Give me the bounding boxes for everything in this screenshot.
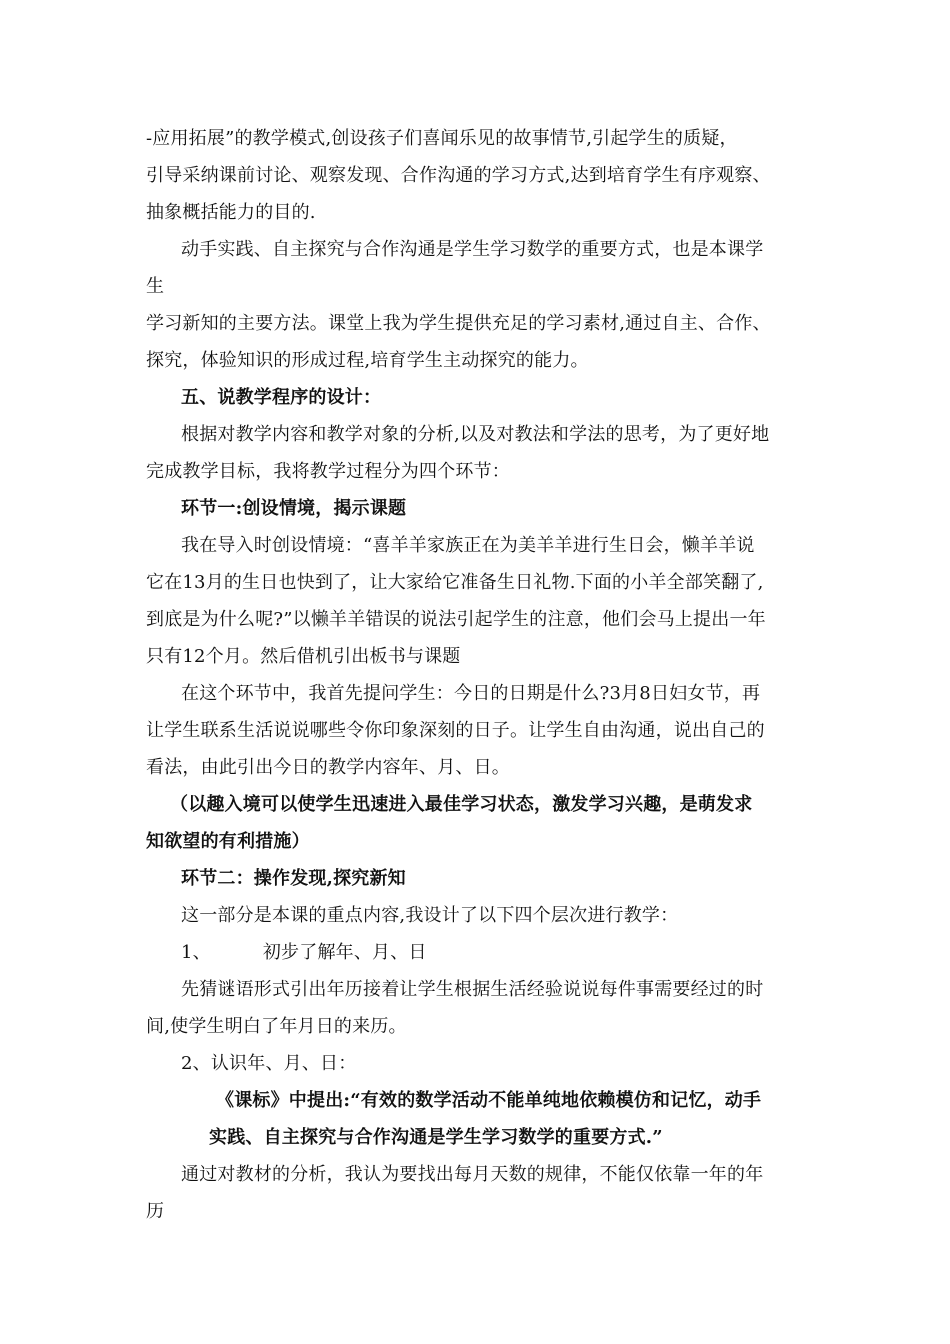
paragraph-line: 到底是为什么呢?”以懒羊羊错误的说法引起学生的注意，他们会马上提出一年 <box>146 609 766 630</box>
section-heading: 五、说教学程序的设计： <box>181 387 382 408</box>
numbered-item <box>181 941 427 965</box>
paragraph-line: -应用拓展”的教学模式,创设孩子们喜闻乐见的故事情节,引起学生的质疑， <box>146 128 738 149</box>
paragraph-line: 动手实践、自主探究与合作沟通是学生学习数学的重要方式，也是本课学 <box>181 239 764 260</box>
paragraph-line: 我在导入时创设情境：“喜羊羊家族正在为美羊羊进行生日会，懒羊羊说 <box>181 535 755 556</box>
paragraph-line: 完成教学目标，我将教学过程分为四个环节： <box>146 461 510 482</box>
paragraph-line: 学习新知的主要方法。课堂上我为学生提供充足的学习素材,通过自主、合作、 <box>146 313 771 334</box>
item-text: 初步了解年、月、日 <box>262 942 427 963</box>
quote-line: 实践、自主探究与合作沟通是学生学习数学的重要方式.” <box>209 1127 663 1148</box>
subsection-heading: 环节二：操作发现,探究新知 <box>181 868 406 889</box>
paragraph-line: 在这个环节中，我首先提问学生：今日的日期是什么?3月8日妇女节，再 <box>181 683 761 704</box>
paragraph-line: 探究，体验知识的形成过程,培育学生主动探究的能力。 <box>146 350 589 371</box>
numbered-item: 2、认识年、月、日： <box>181 1053 357 1074</box>
paragraph-line: 这一部分是本课的重点内容,我设计了以下四个层次进行教学： <box>181 905 679 926</box>
paragraph-line: 让学生联系生活说说哪些令你印象深刻的日子。让学生自由沟通，说出自己的 <box>146 720 765 741</box>
quote-line: 《课标》中提出:“有效的数学活动不能单纯地依赖模仿和记忆，动手 <box>216 1090 762 1111</box>
paragraph-line: 根据对教学内容和教学对象的分析,以及对教法和学法的思考，为了更好地 <box>181 424 770 445</box>
bold-note-line: 知欲望的有利措施） <box>146 831 310 852</box>
paragraph-line: 历 <box>146 1201 165 1222</box>
paragraph-line: 看法，由此引出今日的教学内容年、月、日。 <box>146 757 510 778</box>
paragraph-line: 生 <box>146 276 165 297</box>
paragraph-line: 引导采纳课前讨论、观察发现、合作沟通的学习方式,达到培育学生有序观察、 <box>146 165 771 186</box>
paragraph-line: 抽象概括能力的目的. <box>146 202 316 223</box>
paragraph-line: 间,使学生明白了年月日的来历。 <box>146 1016 407 1037</box>
item-number: 1、 <box>181 942 211 963</box>
subsection-heading: 环节一:创设情境，揭示课题 <box>181 498 407 519</box>
bold-note-line: （以趣入境可以使学生迅速进入最佳学习状态，激发学习兴趣，是萌发求 <box>170 794 753 815</box>
paragraph-line: 通过对教材的分析，我认为要找出每月天数的规律，不能仅依靠一年的年 <box>181 1164 764 1185</box>
paragraph-line: 它在13月的生日也快到了，让大家给它准备生日礼物.下面的小羊全部笑翻了, <box>146 572 764 593</box>
paragraph-line: 只有12个月。然后借机引出板书与课题 <box>146 646 461 667</box>
paragraph-line: 先猜谜语形式引出年历接着让学生根据生活经验说说每件事需要经过的时 <box>181 979 764 1000</box>
